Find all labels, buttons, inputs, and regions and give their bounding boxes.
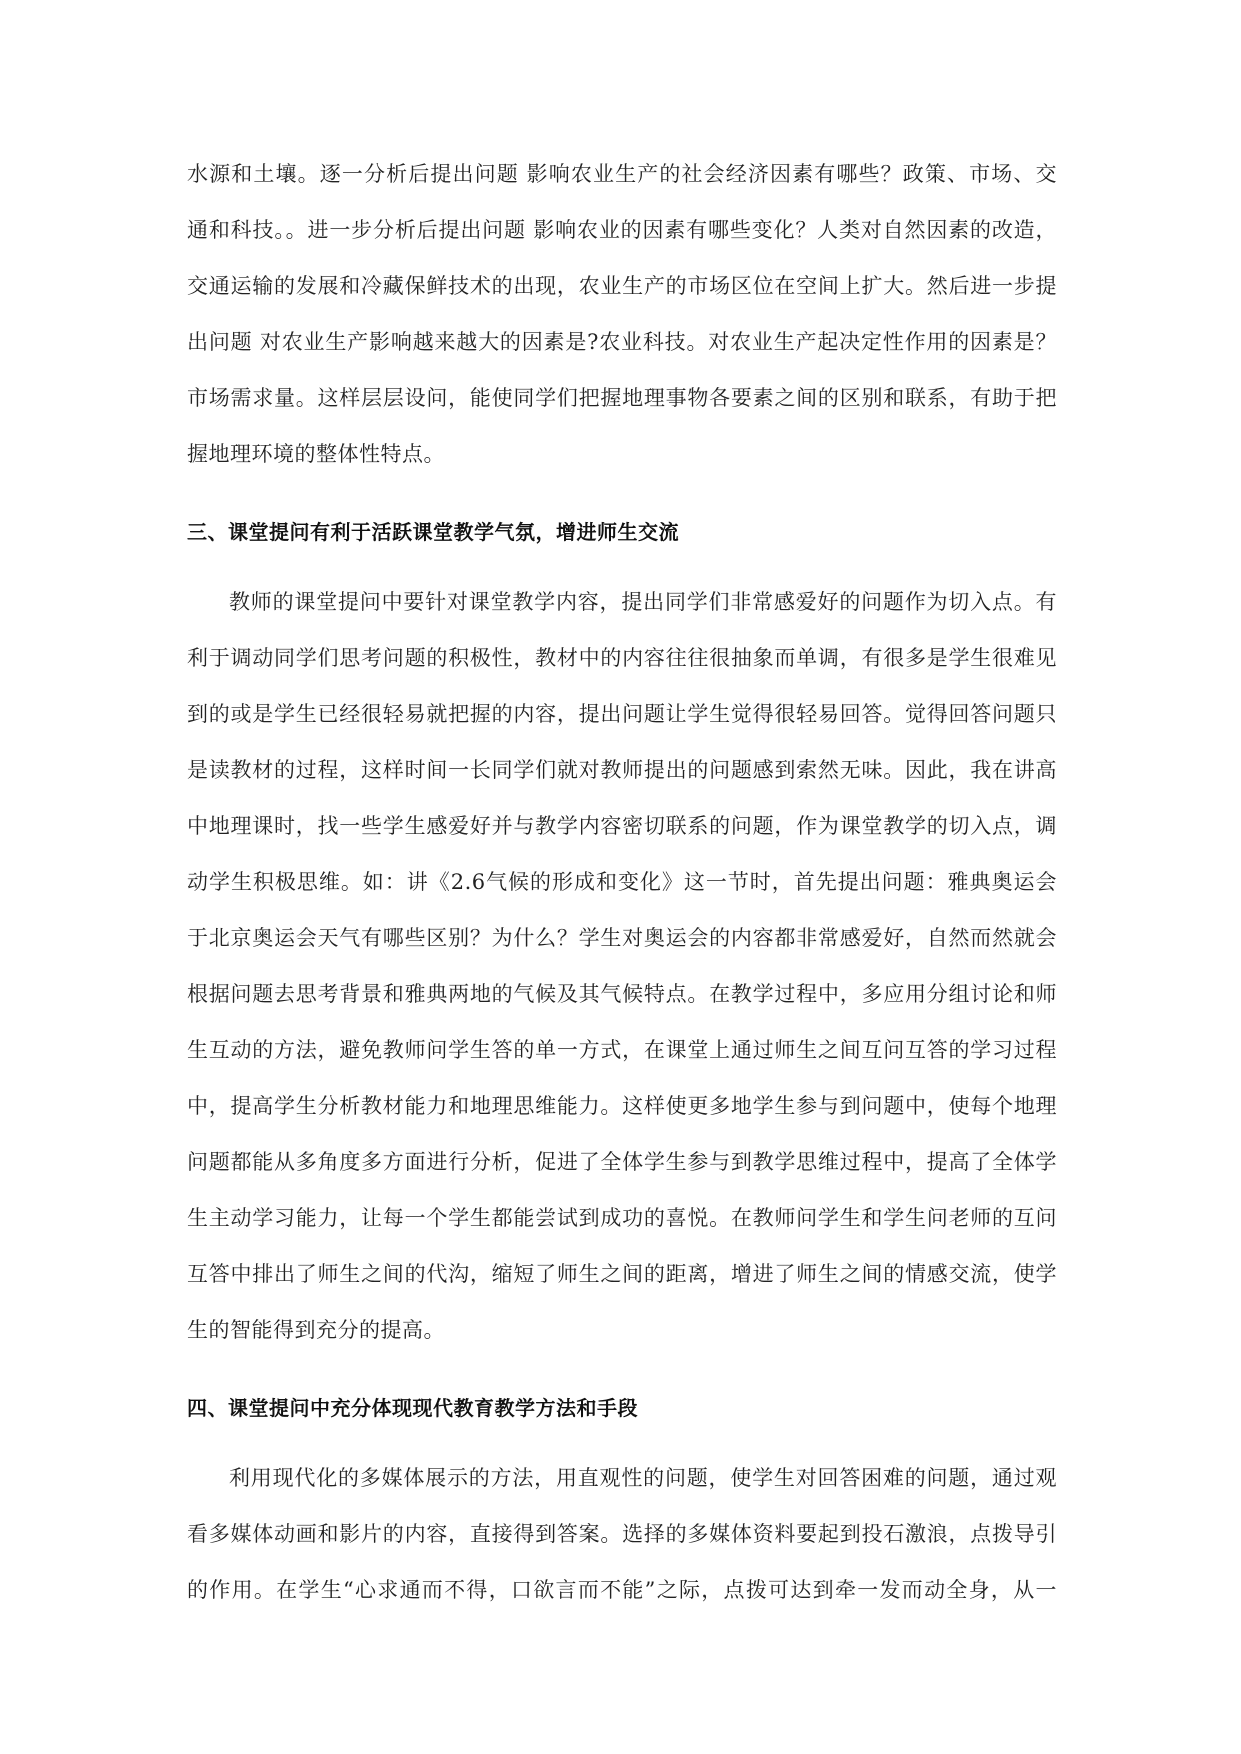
paragraph-line: 的作用。在学生“心求通而不得，口欲言而不能”之际，点拨可达到牵一发而动全身，从一 <box>187 1578 1057 1602</box>
paragraph-line: 到的或是学生已经很轻易就把握的内容，提出问题让学生觉得很轻易回答。觉得回答问题只 <box>187 702 1057 726</box>
paragraph-line: 生主动学习能力，让每一个学生都能尝试到成功的喜悦。在教师问学生和学生问老师的互问 <box>187 1206 1057 1230</box>
paragraph-line: 根据问题去思考背景和雅典两地的气候及其气候特点。在教学过程中，多应用分组讨论和师 <box>187 982 1057 1006</box>
paragraph-line: 是读教材的过程，这样时间一长同学们就对教师提出的问题感到索然无味。因此，我在讲高 <box>187 758 1057 782</box>
paragraph-2 <box>187 582 1057 1350</box>
paragraph-line: 教师的课堂提问中要针对课堂教学内容，提出同学们非常感爱好的问题作为切入点。有 <box>229 590 1057 614</box>
paragraph-line: 市场需求量。这样层层设问，能使同学们把握地理事物各要素之间的区别和联系，有助于把 <box>187 386 1057 410</box>
paragraph-line: 问题都能从多角度多方面进行分析，促进了全体学生参与到教学思维过程中，提高了全体学 <box>187 1150 1057 1174</box>
paragraph-line: 利用现代化的多媒体展示的方法，用直观性的问题，使学生对回答困难的问题，通过观 <box>229 1466 1057 1490</box>
paragraph-line: 互答中排出了师生之间的代沟，缩短了师生之间的距离，增进了师生之间的情感交流，使学 <box>187 1262 1057 1286</box>
paragraph-line: 动学生积极思维。如：讲《2.6气候的形成和变化》这一节时，首先提出问题：雅典奥运会 <box>187 870 1057 894</box>
section-heading-3: 三、课堂提问有利于活跃课堂教学气氛，增进师生交流 <box>187 520 679 544</box>
paragraph-line: 中地理课时，找一些学生感爱好并与教学内容密切联系的问题，作为课堂教学的切入点，调 <box>187 814 1057 838</box>
paragraph-line: 出问题 对农业生产影响越来越大的因素是?农业科技。对农业生产起决定性作用的因素是？ <box>187 330 1057 354</box>
section-heading-4: 四、课堂提问中充分体现现代教育教学方法和手段 <box>187 1396 638 1420</box>
paragraph-line: 通和科技。。进一步分析后提出问题 影响农业的因素有哪些变化？人类对自然因素的改造， <box>187 218 1057 242</box>
paragraph-line: 水源和土壤。逐一分析后提出问题 影响农业生产的社会经济因素有哪些？政策、市场、交 <box>187 162 1057 186</box>
paragraph-line: 于北京奥运会天气有哪些区别？为什么？学生对奥运会的内容都非常感爱好，自然而然就会 <box>187 926 1057 950</box>
paragraph-line: 交通运输的发展和冷藏保鲜技术的出现，农业生产的市场区位在空间上扩大。然后进一步提 <box>187 274 1057 298</box>
paragraph-line: 生的智能得到充分的提高。 <box>187 1318 445 1342</box>
paragraph-1 <box>187 154 1057 474</box>
paragraph-3 <box>187 1458 1057 1610</box>
text-column <box>187 154 1057 1626</box>
paragraph-line: 看多媒体动画和影片的内容，直接得到答案。选择的多媒体资料要起到投石激浪，点拨导引 <box>187 1522 1057 1546</box>
paragraph-line: 生互动的方法，避免教师问学生答的单一方式，在课堂上通过师生之间互问互答的学习过程 <box>187 1038 1057 1062</box>
paragraph-line: 中，提高学生分析教材能力和地理思维能力。这样使更多地学生参与到问题中，使每个地理 <box>187 1094 1057 1118</box>
paragraph-line: 握地理环境的整体性特点。 <box>187 442 445 466</box>
paragraph-line: 利于调动同学们思考问题的积极性，教材中的内容往往很抽象而单调，有很多是学生很难见 <box>187 646 1057 670</box>
